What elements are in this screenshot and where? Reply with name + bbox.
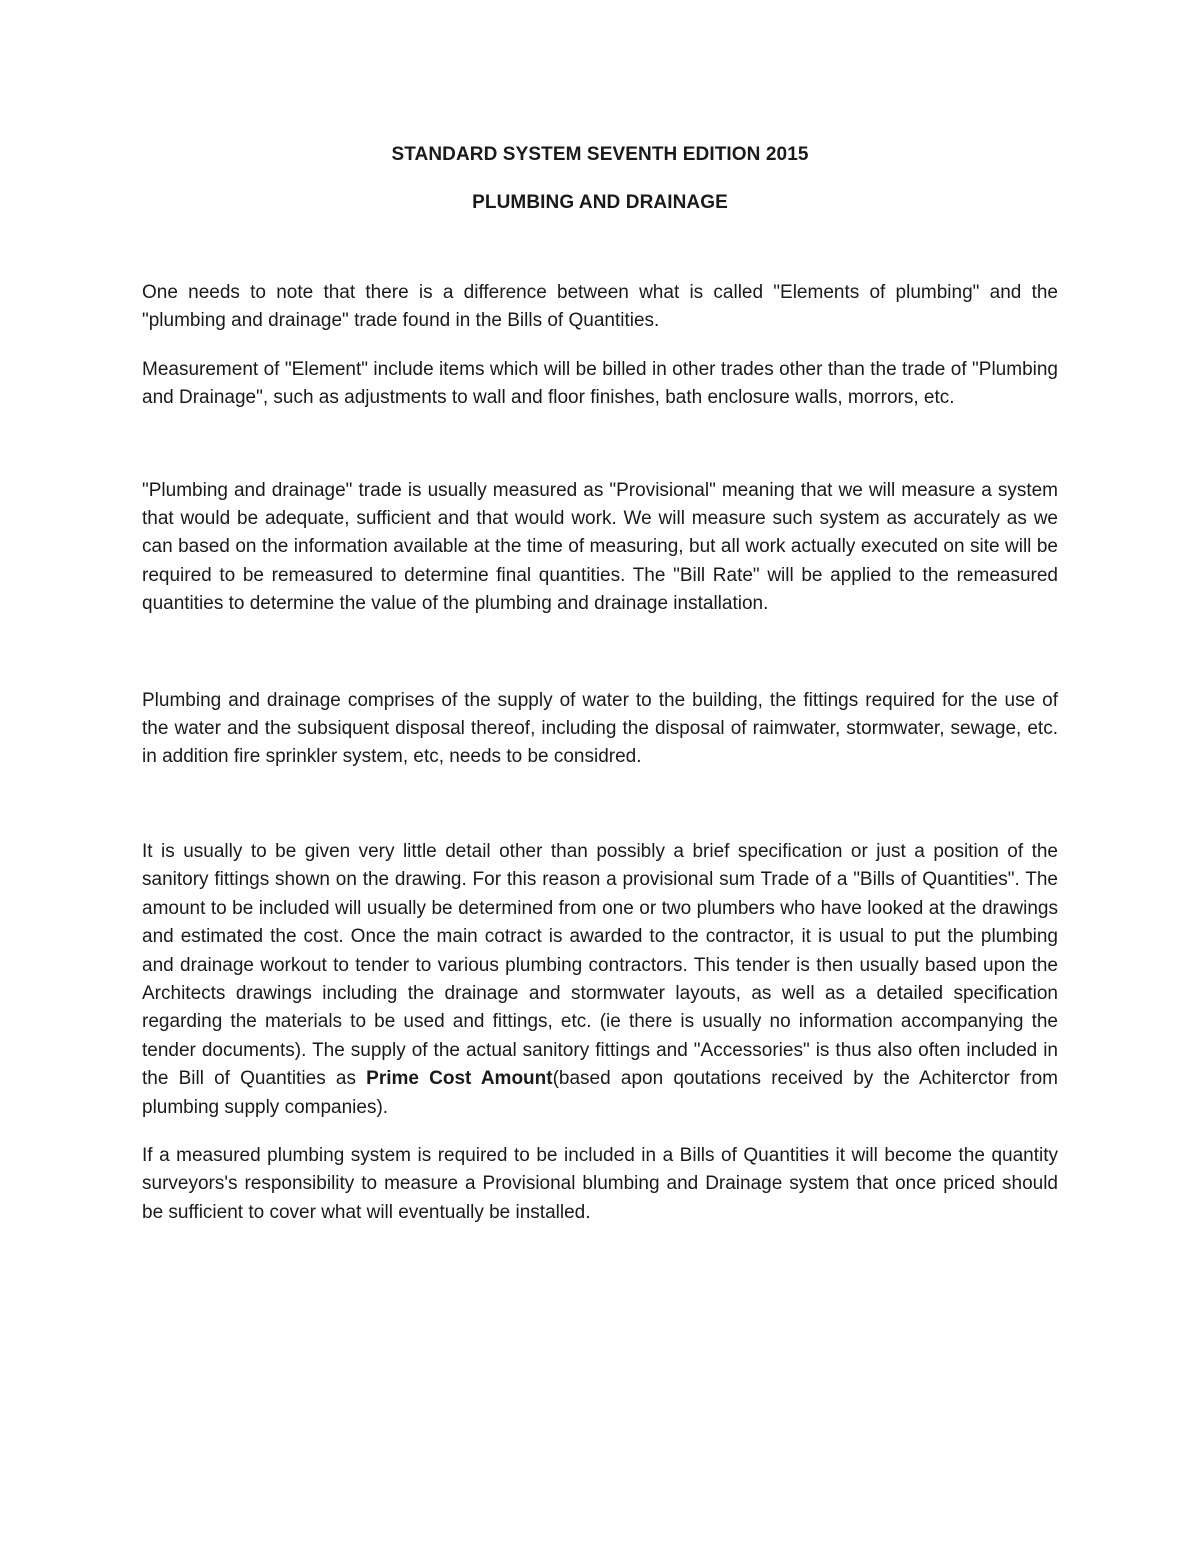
- document-body: [142, 137, 1058, 1227]
- paragraph-element-measurement: Measurement of "Element" include items which will be billed in other trades other than the trade of "Plumbing and Drainage", such as adjustments to wall and floor finishes, bath enclosure walls, morrors, etc.: [142, 358, 1058, 409]
- prime-cost-amount-term: Prime Cost Amount: [366, 1068, 553, 1090]
- document-subtitle: PLUMBING AND DRAINAGE: [472, 192, 728, 213]
- paragraph-tender-text: It is usually to be given very little detail other than possibly a brief specification or just a position of the sanitory fittings shown on the drawing. For this reason a provisional sum Trade of a "Bills of Quantities". The amount to be included will usually be determined from one or two plumbers who have looked at the drawings and estimated the cost. Once the main cotract is awarded to the contractor, it is usual to put the plumbing and drainage workout to tender to various plumbing contractors. This tender is then usually based upon the Architects drawings including the drainage and stormwater layouts, as well as a detailed specification regarding the materials to be used and fittings, etc. (ie there is usually no information accompanying the tender documents). The supply of the actual sanitory fittings and "Accessories" is thus also often included in the Bill of Quantities as: [142, 840, 1058, 1090]
- paragraph-tender-text-end: (based apon qoutations received by the Achiterctor from plumbing supply companies).: [142, 1068, 1058, 1118]
- paragraph-tender-process: [142, 838, 1058, 1122]
- paragraph-plumbing-scope: Plumbing and drainage comprises of the supply of water to the building, the fittings required for the use of the water and the subsiquent disposal thereof, including the disposal of raimwater, stormwater, sewage, etc. in addition fire sprinkler system, etc, needs to be considred.: [142, 689, 1058, 768]
- paragraph-elements-difference: One needs to note that there is a difference between what is called "Elements of plumbing" and the "plumbing and drainage" trade found in the Bills of Quantities.: [142, 282, 1058, 332]
- paragraph-provisional-trade: "Plumbing and drainage" trade is usually measured as "Provisional" meaning that we will measure a system that would be adequate, sufficient and that would work. We will measure such system as accurately as we can based on the information available at the time of measuring, but all work actually executed on site will be required to be remeasured to determine final quantities. The "Bill Rate" will be applied to the remeasured quantities to determine the value of the plumbing and drainage installation.: [142, 479, 1058, 615]
- document-title: STANDARD SYSTEM SEVENTH EDITION 2015: [391, 144, 809, 165]
- paragraph-measured-system: If a measured plumbing system is required to be included in a Bills of Quantities it will become the quantity surveyors's responsibility to measure a Provisional blumbing and Drainage system that once priced should be sufficient to cover what will eventually be installed.: [142, 1144, 1058, 1223]
